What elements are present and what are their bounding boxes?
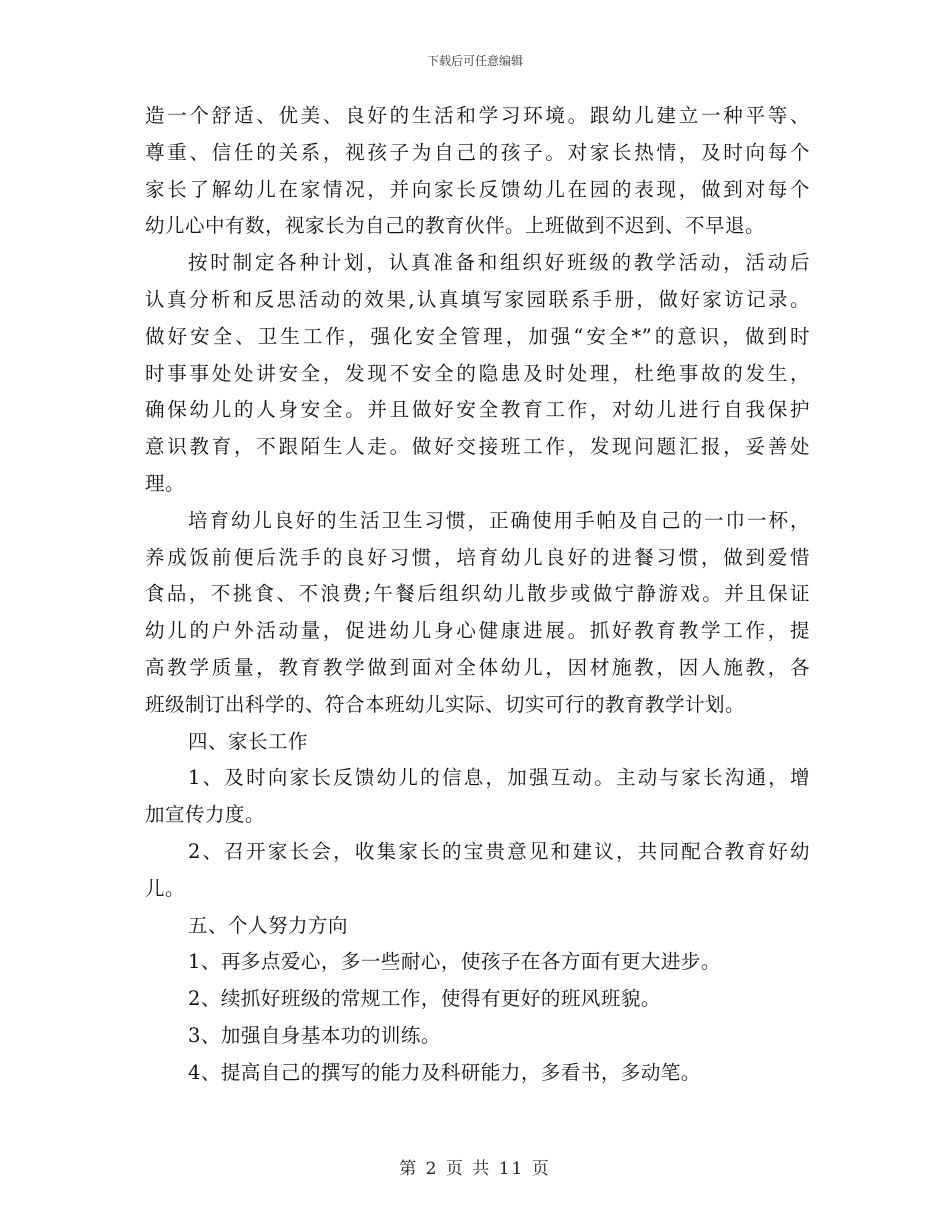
text-line: 认真分析和反思活动的效果,认真填写家园联系手册，做好家访记录。 xyxy=(145,287,810,311)
text-line: 五、个人努力方向 xyxy=(188,913,349,937)
text-line: 班级制订出科学的、符合本班幼儿实际、切实可行的教育教学计划。 xyxy=(145,692,746,716)
text-line: 四、家长工作 xyxy=(188,729,309,753)
text-line: 家长了解幼儿在家情况，并向家长反馈幼儿在园的表现，做到对每个 xyxy=(145,177,810,201)
text-line: 幼儿的户外活动量，促进幼儿身心健康进展。抓好教育教学工作，提 xyxy=(145,619,810,643)
text-line: 2、续抓好班级的常规工作，使得有更好的班风班貌。 xyxy=(188,987,661,1011)
document-body xyxy=(145,98,810,1092)
text-line: 做好安全、卫生工作，强化安全管理，加强“安全*”的意识，做到时 xyxy=(145,324,810,348)
text-line: 意识教育，不跟陌生人走。做好交接班工作，发现问题汇报，妥善处 xyxy=(145,435,810,459)
text-line: 加宣传力度。 xyxy=(145,803,266,827)
text-line: 食品，不挑食、不浪费;午餐后组织幼儿散步或做宁静游戏。并且保证 xyxy=(145,582,810,606)
text-line: 1、再多点爱心，多一些耐心，使孩子在各方面有更大进步。 xyxy=(188,950,721,974)
text-line: 2、召开家长会，收集家长的宝贵意见和建议，共同配合教育好幼 xyxy=(188,839,810,863)
text-line: 理。 xyxy=(145,471,186,495)
text-line: 3、加强自身基本功的训练。 xyxy=(188,1023,441,1047)
page-header: 下载后可任意编辑 xyxy=(426,54,523,68)
text-line: 养成饭前便后洗手的良好习惯，培育幼儿良好的进餐习惯，做到爱惜 xyxy=(145,545,810,569)
text-line: 按时制定各种计划，认真准备和组织好班级的教学活动，活动后 xyxy=(188,251,810,275)
text-line: 尊重、信任的关系，视孩子为自己的孩子。对家长热情，及时向每个 xyxy=(145,140,810,164)
text-line: 1、及时向家长反馈幼儿的信息，加强互动。主动与家长沟通，增 xyxy=(188,766,810,790)
page-number-footer: 第 2 页 共 11 页 xyxy=(399,1159,551,1179)
text-line: 儿。 xyxy=(145,876,186,900)
text-line: 确保幼儿的人身安全。并且做好安全教育工作，对幼儿进行自我保护 xyxy=(145,398,810,422)
text-line: 培育幼儿良好的生活卫生习惯，正确使用手帕及自己的一巾一杯， xyxy=(188,508,810,532)
text-line: 时事事处处讲安全，发现不安全的隐患及时处理，杜绝事故的发生， xyxy=(145,361,810,385)
text-line: 幼儿心中有数，视家长为自己的教育伙伴。上班做到不迟到、不早退。 xyxy=(145,214,766,238)
text-line: 高教学质量，教育教学做到面对全体幼儿，因材施教，因人施教，各 xyxy=(145,655,810,679)
text-line: 造一个舒适、优美、良好的生活和学习环境。跟幼儿建立一种平等、 xyxy=(145,104,810,127)
text-line: 4、提高自己的撰写的能力及科研能力，多看书，多动笔。 xyxy=(188,1060,701,1084)
